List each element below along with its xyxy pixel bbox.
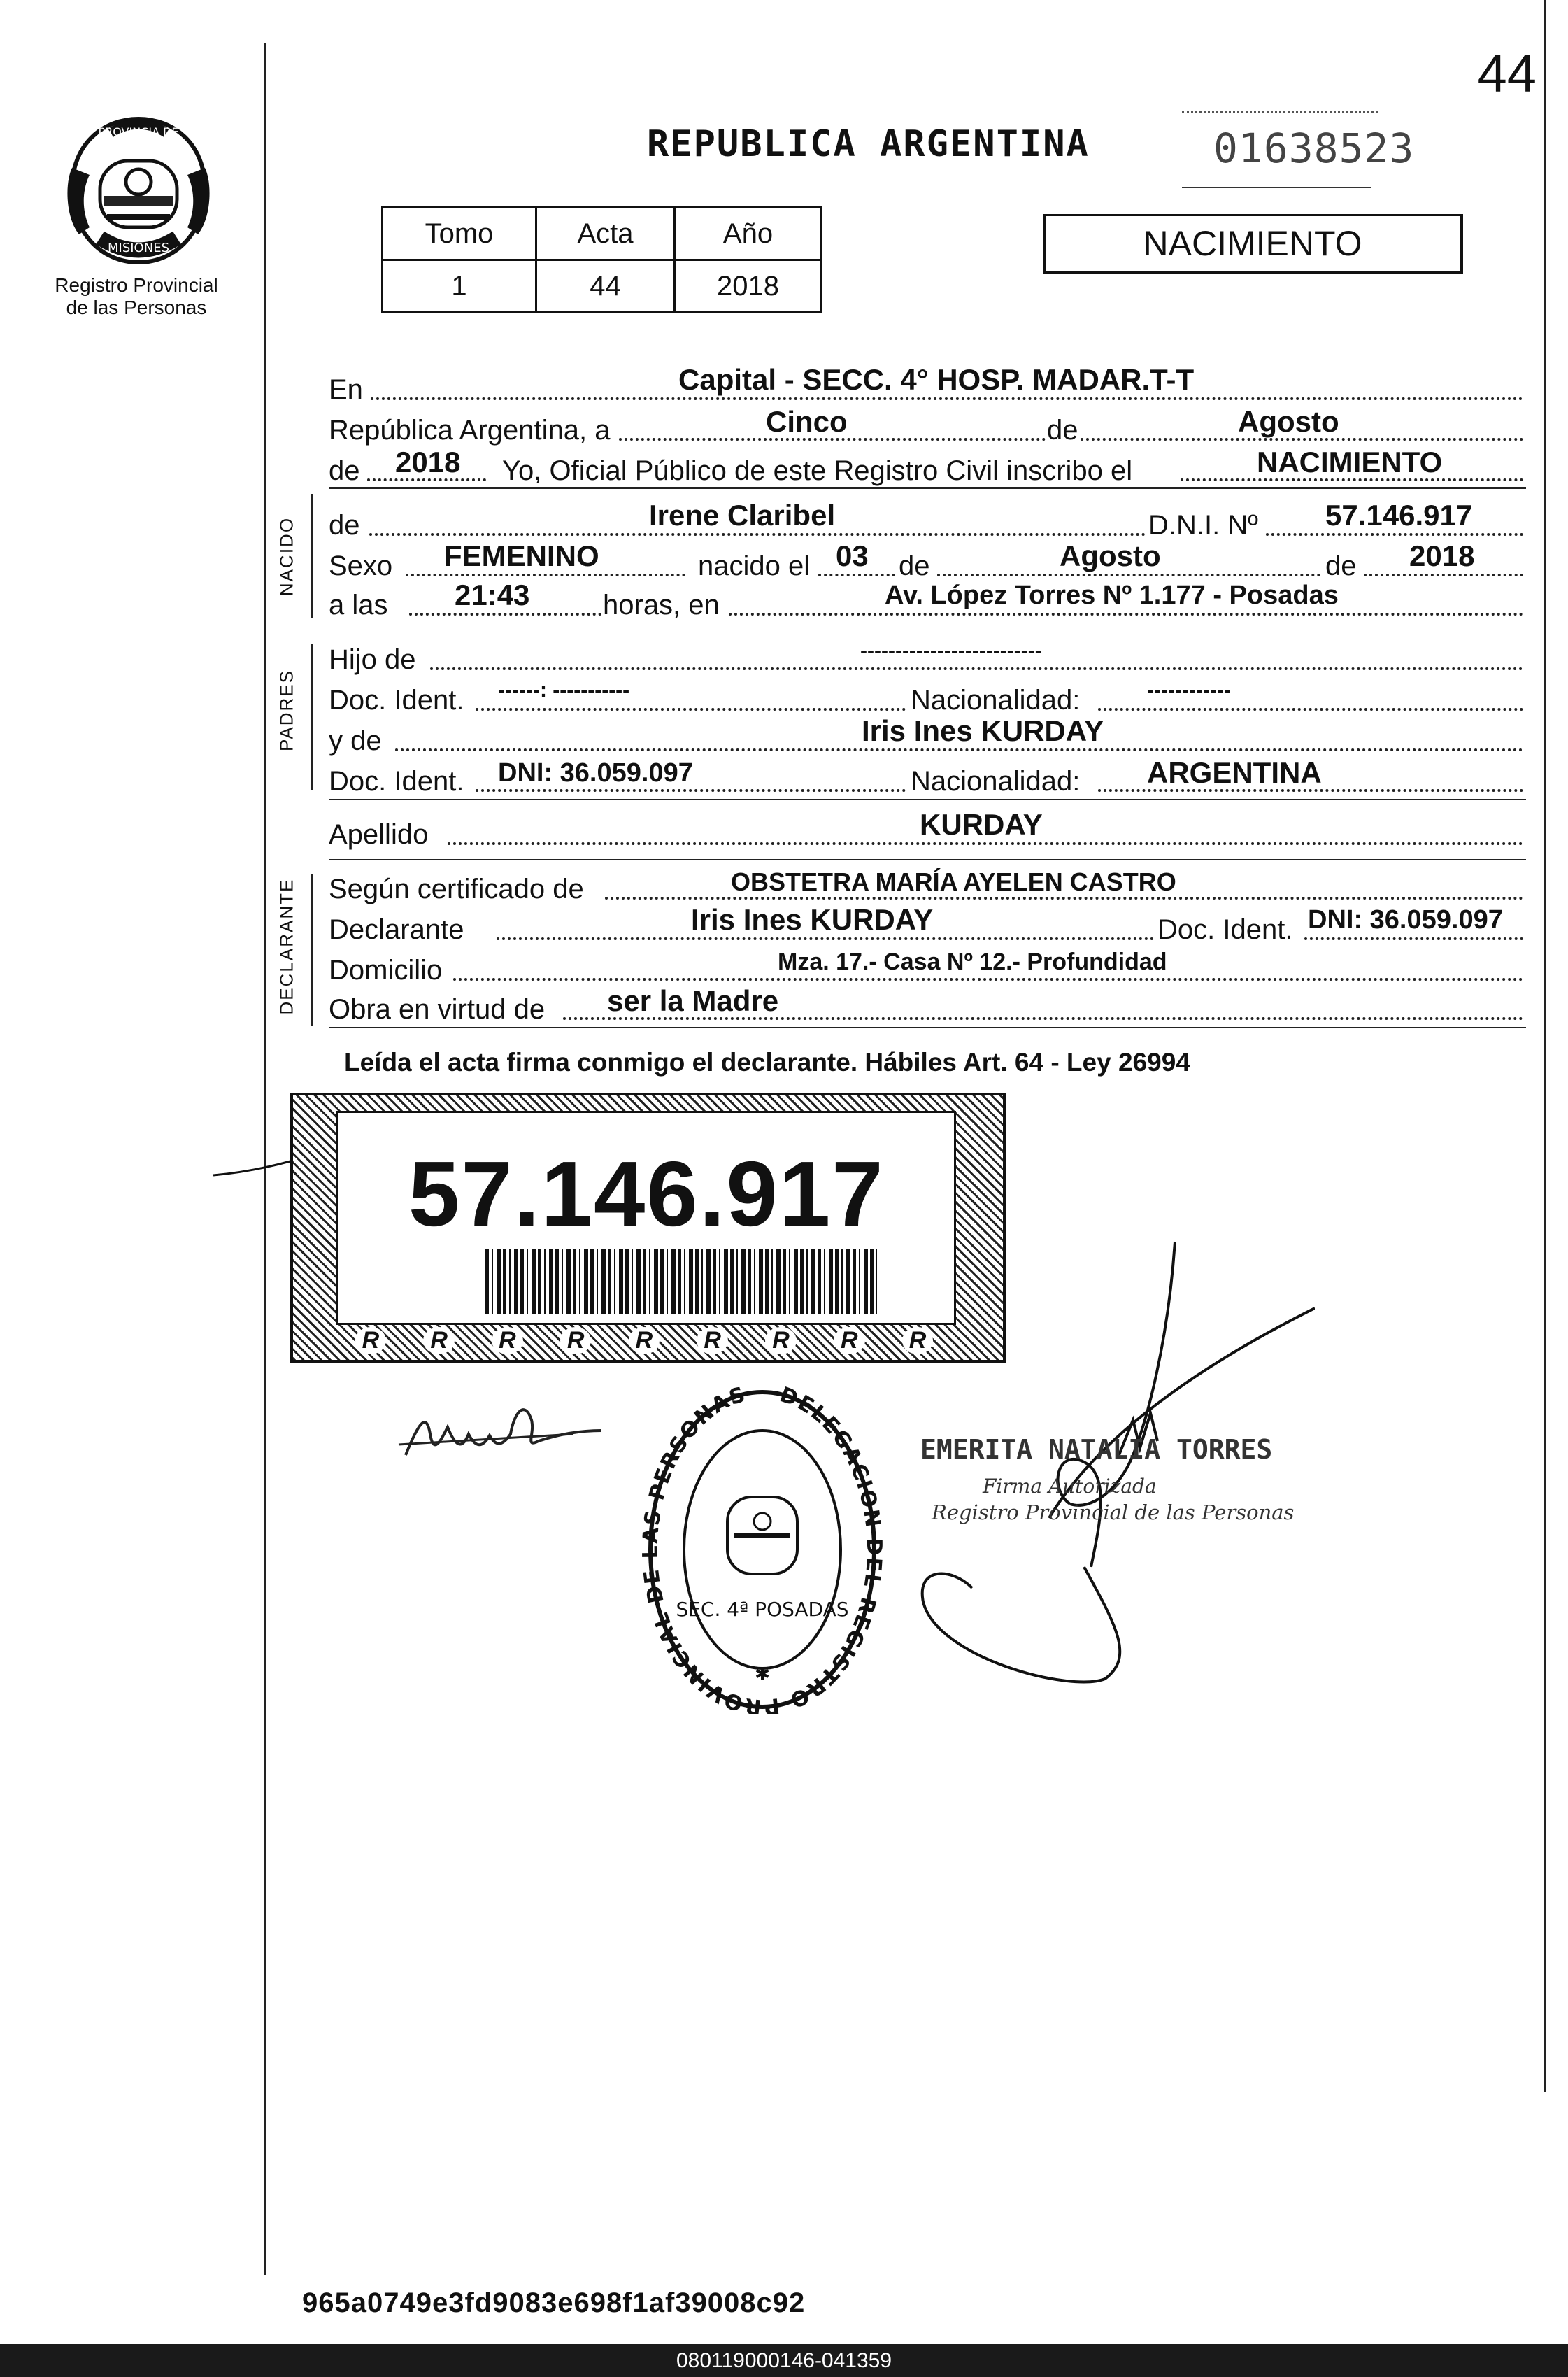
dni-barcode bbox=[485, 1249, 877, 1314]
rule-4 bbox=[329, 1027, 1526, 1028]
sexo-dots bbox=[406, 574, 685, 576]
section-nacido-label: NACIDO bbox=[276, 516, 297, 597]
svg-text:✱: ✱ bbox=[755, 1664, 770, 1685]
father-doc-dots bbox=[476, 708, 906, 711]
oficial-text: Yo, Oficial Público de este Registro Civil inscribo el bbox=[502, 455, 1133, 486]
horas-en-label: horas, en bbox=[603, 590, 720, 620]
month-value: Agosto bbox=[1238, 405, 1339, 438]
sticker-pattern-letter: R bbox=[629, 1327, 660, 1354]
place-dots bbox=[729, 613, 1523, 616]
rule-3 bbox=[329, 859, 1526, 860]
a-las-label: a las bbox=[329, 590, 388, 620]
en-dots bbox=[371, 397, 1523, 400]
father-nat-dots bbox=[1098, 708, 1523, 711]
mother-dots bbox=[395, 748, 1523, 751]
de-label: de bbox=[1047, 415, 1078, 446]
hijo-de-label: Hijo de bbox=[329, 644, 416, 675]
nacido-el-label: nacido el bbox=[698, 551, 811, 581]
birth-year-dots bbox=[1364, 574, 1523, 576]
domicilio-value: Mza. 17.- Casa Nº 12.- Profundidad bbox=[778, 949, 1167, 975]
certificado-label: Según certificado de bbox=[329, 874, 584, 904]
official-role: Firma Autorizada bbox=[983, 1475, 1157, 1498]
doc-ident2-label: Doc. Ident. bbox=[329, 766, 464, 797]
logo-text-top: PROVINCIA DE bbox=[98, 125, 179, 139]
mother-nat-value: ARGENTINA bbox=[1147, 756, 1322, 789]
sticker-pattern-letter: R bbox=[765, 1327, 797, 1354]
rule-1 bbox=[329, 487, 1526, 489]
declarante-dots bbox=[497, 937, 1154, 940]
child-name-value: Irene Claribel bbox=[649, 499, 836, 532]
volume-table-header-anio: Año bbox=[675, 208, 822, 260]
father-value: -------------------------- bbox=[860, 639, 1042, 662]
dni-value: 57.146.917 bbox=[1325, 499, 1473, 532]
sticker-pattern-letter: R bbox=[834, 1327, 865, 1354]
sticker-pattern-letter: R bbox=[492, 1327, 523, 1354]
dni-sticker bbox=[290, 1093, 1006, 1363]
declarante-bracket bbox=[311, 874, 313, 1026]
nacionalidad2-label: Nacionalidad: bbox=[911, 766, 1081, 797]
page-number: 44 bbox=[1477, 44, 1537, 104]
de5-label: de bbox=[1325, 551, 1357, 581]
declarante-doc-value: DNI: 36.059.097 bbox=[1308, 905, 1503, 935]
dni-sticker-number: 57.146.917 bbox=[408, 1142, 885, 1245]
volume-table-header-row bbox=[383, 208, 822, 260]
time-dots bbox=[409, 613, 601, 616]
serial-number: 01638523 bbox=[1213, 125, 1415, 172]
declarante-doc-dots bbox=[1304, 937, 1523, 940]
registry-label bbox=[42, 274, 231, 319]
sticker-pattern-letter: R bbox=[355, 1327, 387, 1354]
father-doc-value: ------: ----------- bbox=[498, 679, 630, 702]
en-value: Capital - SECC. 4° HOSP. MADAR.T-T bbox=[678, 363, 1195, 396]
sexo-value: FEMENINO bbox=[444, 539, 599, 572]
dni-sticker-label bbox=[336, 1111, 956, 1325]
day-value: Cinco bbox=[766, 405, 848, 438]
declarante-value: Iris Ines KURDAY bbox=[691, 903, 934, 936]
serial-underline bbox=[1182, 187, 1371, 188]
de3-label: de bbox=[329, 510, 360, 541]
dni-dots bbox=[1266, 533, 1523, 536]
volume-table-header-tomo: Tomo bbox=[383, 208, 536, 260]
volume-table-value-row bbox=[383, 260, 822, 313]
sticker-pattern-strip bbox=[336, 1326, 952, 1354]
birth-year-value: 2018 bbox=[1409, 539, 1475, 572]
obra-label: Obra en virtud de bbox=[329, 994, 546, 1025]
footer-bar: 080119000146-041359 bbox=[0, 2344, 1568, 2377]
official-name: EMERITA NATALIA TORRES bbox=[920, 1434, 1273, 1465]
sticker-pattern-letter: R bbox=[560, 1327, 592, 1354]
document-title: REPUBLICA ARGENTINA bbox=[647, 123, 1090, 165]
mother-value: Iris Ines KURDAY bbox=[862, 714, 1104, 747]
registry-oval-stamp bbox=[636, 1378, 888, 1714]
en-label: En bbox=[329, 374, 363, 405]
apellido-label: Apellido bbox=[329, 819, 429, 850]
stamp-ring-text: DELEGACION DEL REGISTRO PROVINCIAL DE LAS PERSONAS bbox=[638, 1382, 887, 1714]
volume-table-value-anio: 2018 bbox=[675, 260, 822, 313]
misiones-coat-of-arms-logo bbox=[62, 112, 215, 269]
registry-label-line-2: de las Personas bbox=[66, 297, 207, 318]
sexo-label: Sexo bbox=[329, 551, 393, 581]
volume-table-value-tomo: 1 bbox=[383, 260, 536, 313]
doc-ident-label: Doc. Ident. bbox=[329, 685, 464, 716]
obra-value: ser la Madre bbox=[607, 984, 779, 1017]
declarante-label: Declarante bbox=[329, 914, 464, 945]
padres-bracket bbox=[311, 644, 313, 790]
section-declarante-label: DECLARANTE bbox=[276, 878, 297, 1015]
sticker-pointer-mark bbox=[210, 1147, 294, 1182]
birth-time-value: 21:43 bbox=[455, 579, 530, 611]
section-padres-label: PADRES bbox=[276, 669, 297, 751]
de4-label: de bbox=[899, 551, 930, 581]
apellido-dots bbox=[448, 842, 1523, 845]
birth-month-value: Agosto bbox=[1060, 539, 1161, 572]
closing-statement: Leída el acta firma conmigo el declarante. Hábiles Art. 64 - Ley 26994 bbox=[344, 1048, 1190, 1077]
nacionalidad-label: Nacionalidad: bbox=[911, 685, 1081, 716]
dni-label: D.N.I. Nº bbox=[1148, 510, 1258, 541]
official-office: Registro Provincial de las Personas bbox=[932, 1500, 1295, 1524]
stamp-inner-text: SEC. 4ª POSADAS bbox=[676, 1598, 849, 1621]
serial-dots bbox=[1182, 111, 1378, 115]
volume-table-value-acta: 44 bbox=[536, 260, 675, 313]
apellido-value: KURDAY bbox=[920, 808, 1043, 841]
inscribo-value: NACIMIENTO bbox=[1257, 446, 1443, 478]
birth-place-value: Av. López Torres Nº 1.177 - Posadas bbox=[885, 581, 1339, 610]
domicilio-label: Domicilio bbox=[329, 955, 443, 986]
y-de-label: y de bbox=[329, 725, 382, 756]
logo-text-bottom: MISIONES bbox=[107, 241, 170, 255]
nacido-bracket bbox=[311, 494, 313, 618]
rule-2 bbox=[329, 799, 1526, 800]
de2-label: de bbox=[329, 455, 360, 486]
birth-month-dots bbox=[937, 574, 1320, 576]
year-value: 2018 bbox=[395, 446, 461, 478]
declarant-signature bbox=[392, 1392, 615, 1476]
sticker-pattern-letter: R bbox=[697, 1327, 728, 1354]
registry-label-line-1: Registro Provincial bbox=[55, 274, 218, 296]
act-type-box: NACIMIENTO bbox=[1043, 214, 1463, 274]
right-margin-line bbox=[1544, 0, 1546, 2092]
birth-day-value: 03 bbox=[836, 539, 869, 572]
mother-doc-value: DNI: 36.059.097 bbox=[498, 758, 693, 788]
name-dots bbox=[369, 533, 1146, 536]
father-nat-value: ------------ bbox=[1147, 679, 1231, 702]
official-signature bbox=[909, 1238, 1315, 1693]
volume-table bbox=[381, 206, 822, 313]
volume-table-header-acta: Acta bbox=[536, 208, 675, 260]
birth-day-dots bbox=[818, 574, 895, 576]
document-hash: 965a0749e3fd9083e698f1af39008c92 bbox=[302, 2287, 806, 2318]
doc-ident3-label: Doc. Ident. bbox=[1157, 914, 1293, 945]
sticker-pattern-letter: R bbox=[423, 1327, 455, 1354]
certificado-value: OBSTETRA MARÍA AYELEN CASTRO bbox=[731, 867, 1176, 896]
sticker-pattern-letter: R bbox=[902, 1327, 934, 1354]
republica-label: República Argentina, a bbox=[329, 415, 611, 446]
